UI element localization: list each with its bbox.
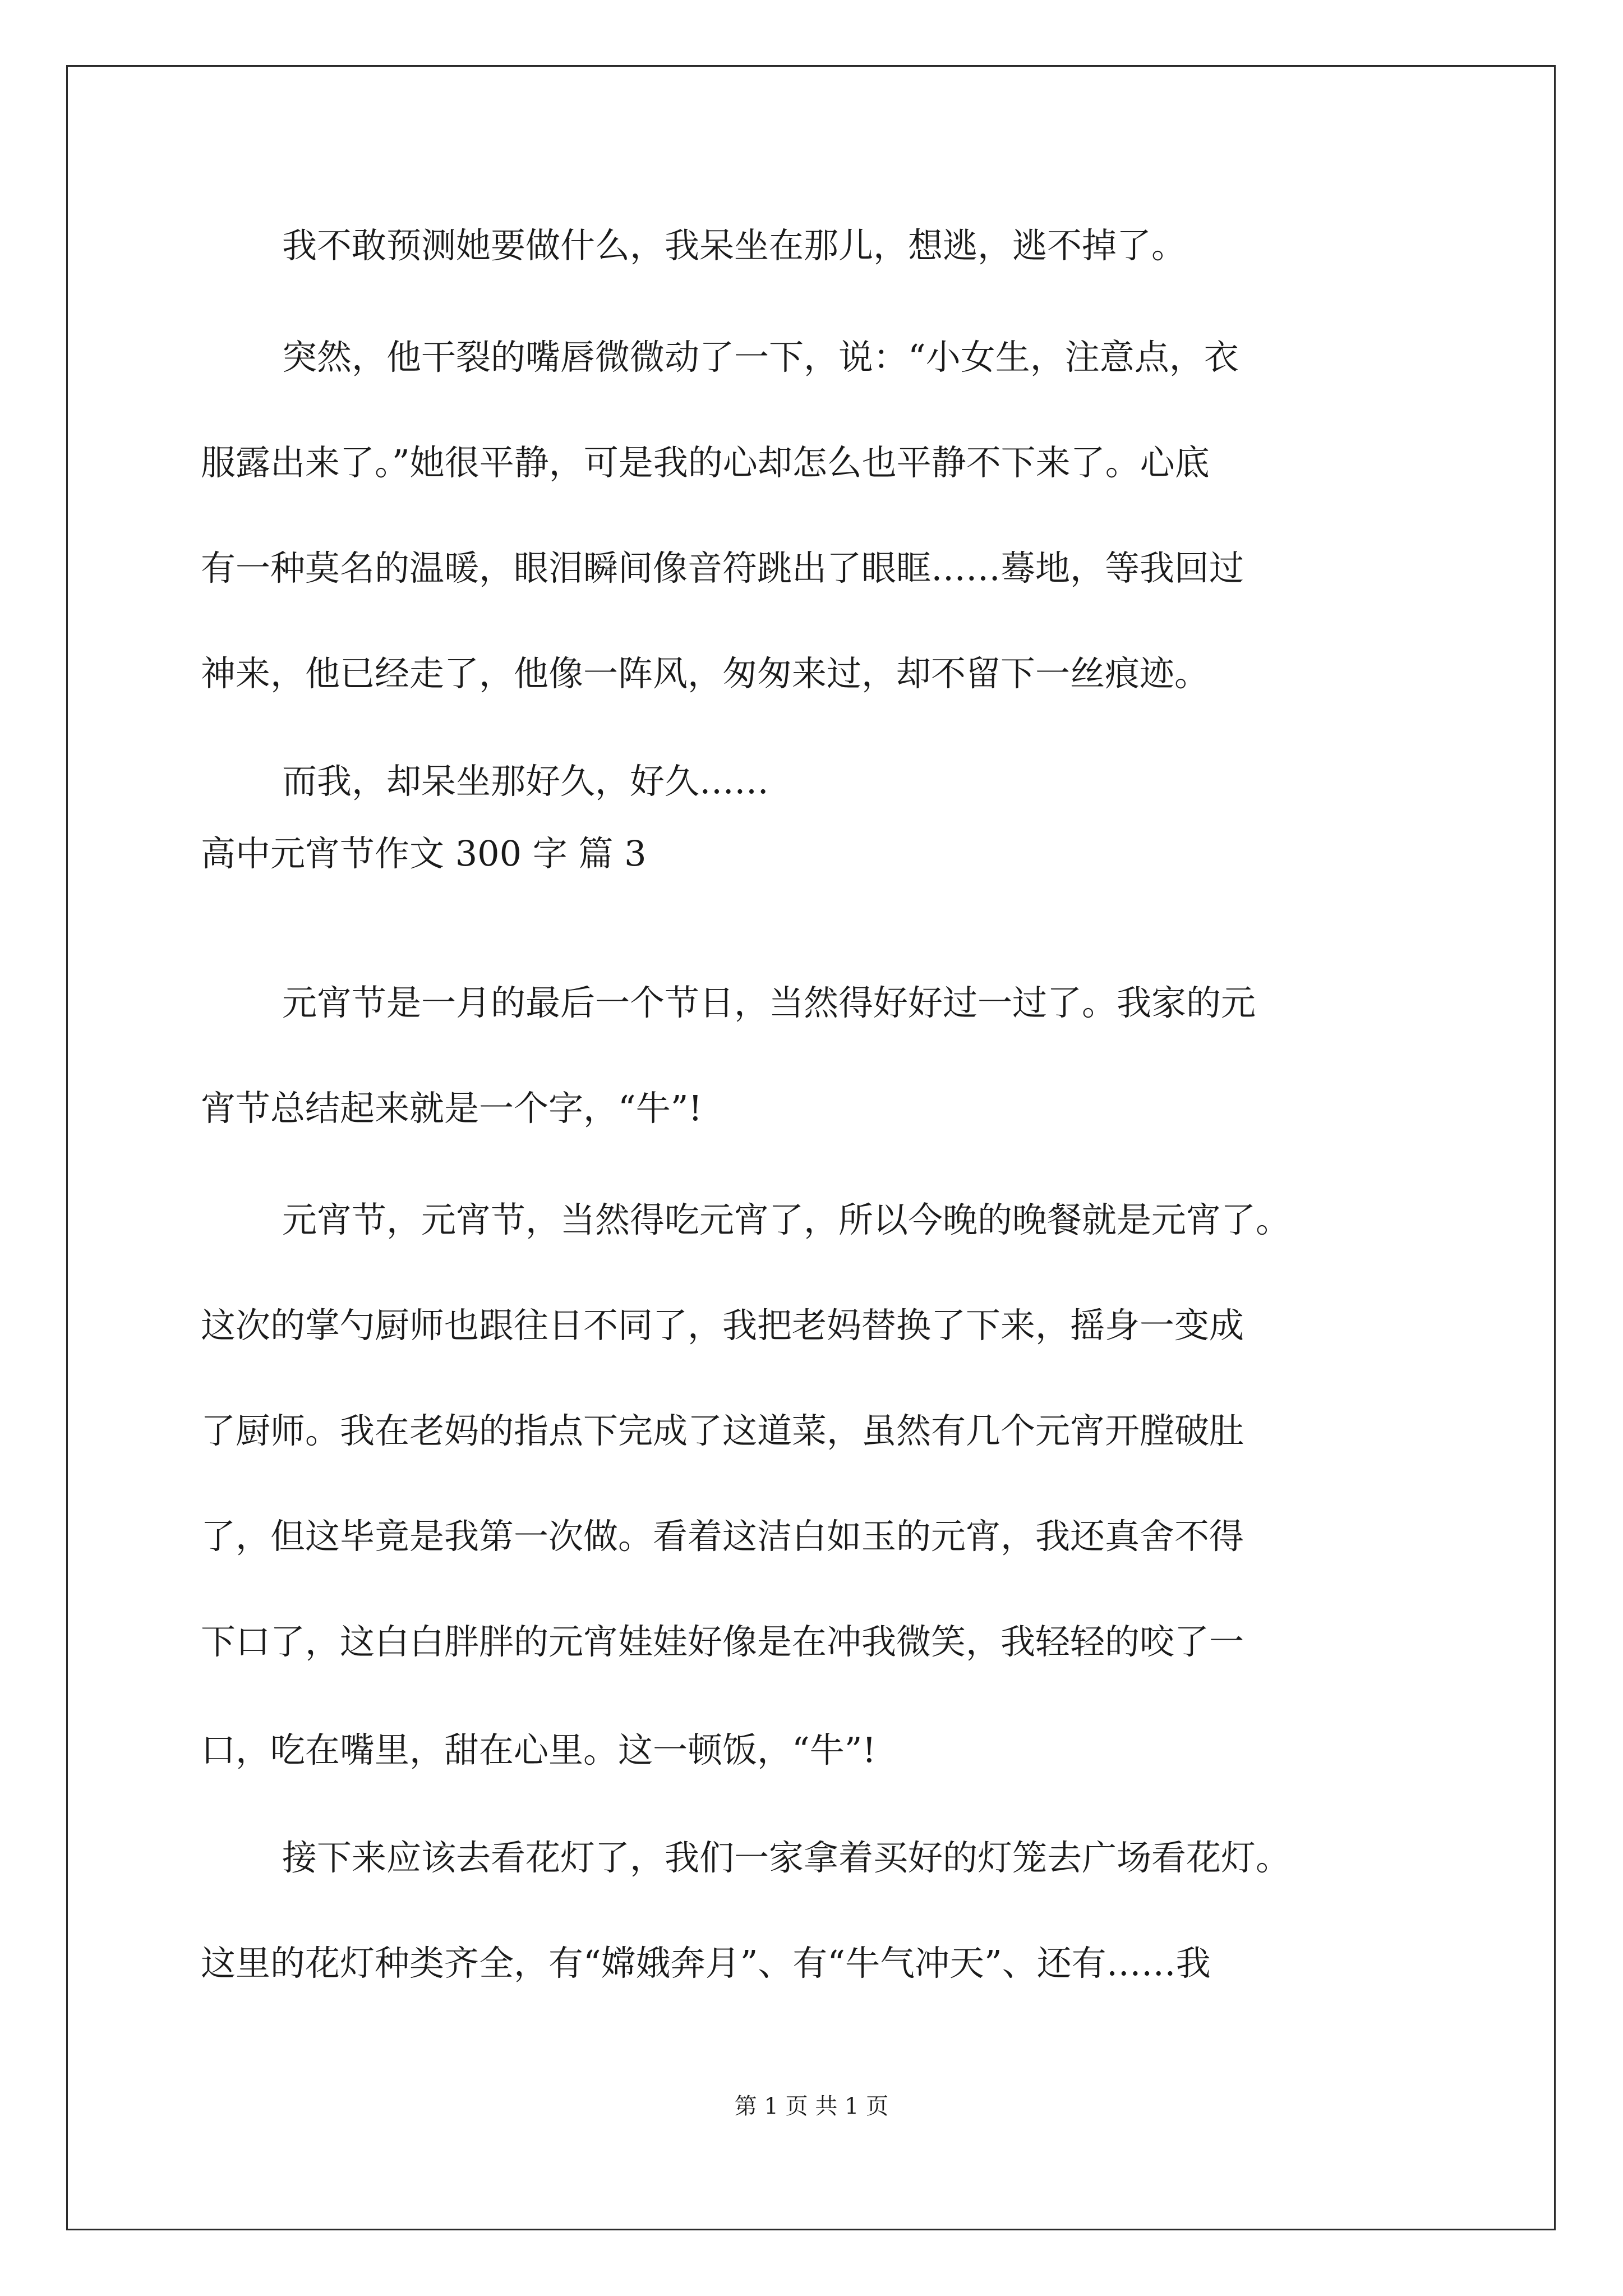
page-border <box>66 65 1556 2230</box>
paragraph-line: 口，吃在嘴里，甜在心里。这一顿饭，“牛”! <box>201 1729 877 1770</box>
paragraph-line: 元宵节是一月的最后一个节日，当然得好好过一过了。我家的元 <box>282 982 1256 1023</box>
paragraph-line: 有一种莫名的温暖，眼泪瞬间像音符跳出了眼眶……蓦地，等我回过 <box>201 547 1244 588</box>
paragraph-line: 了，但这毕竟是我第一次做。看着这洁白如玉的元宵，我还真舍不得 <box>201 1516 1244 1557</box>
paragraph-line: 这里的花灯种类齐全，有“嫦娥奔月”、有“牛气冲天”、还有……我 <box>201 1943 1211 1984</box>
section-heading: 高中元宵节作文 300 字 篇 3 <box>201 833 647 874</box>
paragraph-line: 接下来应该去看花灯了，我们一家拿着买好的灯笼去广场看花灯。 <box>282 1837 1291 1878</box>
paragraph-line: 这次的掌勺厨师也跟往日不同了，我把老妈替换了下来，摇身一变成 <box>201 1305 1244 1346</box>
paragraph-line: 了厨师。我在老妈的指点下完成了这道菜，虽然有几个元宵开膛破肚 <box>201 1410 1244 1451</box>
paragraph-line: 宵节总结起来就是一个字，“牛”! <box>201 1088 703 1129</box>
paragraph-line: 服露出来了。”她很平静，可是我的心却怎么也平静不下来了。心底 <box>201 442 1210 483</box>
paragraph-line: 我不敢预测她要做什么，我呆坐在那儿，想逃，逃不掉了。 <box>282 225 1187 266</box>
page-footer: 第 1 页 共 1 页 <box>734 2093 889 2119</box>
paragraph-line: 元宵节，元宵节，当然得吃元宵了，所以今晚的晚餐就是元宵了。 <box>282 1199 1291 1240</box>
paragraph-line: 而我，却呆坐那好久，好久…… <box>282 761 769 802</box>
paragraph-line: 突然，他干裂的嘴唇微微动了一下，说：“小女生，注意点，衣 <box>282 337 1239 378</box>
paragraph-line: 神来，他已经走了，他像一阵风，匆匆来过，却不留下一丝痕迹。 <box>201 653 1210 694</box>
paragraph-line: 下口了，这白白胖胖的元宵娃娃好像是在冲我微笑，我轻轻的咬了一 <box>201 1621 1244 1662</box>
